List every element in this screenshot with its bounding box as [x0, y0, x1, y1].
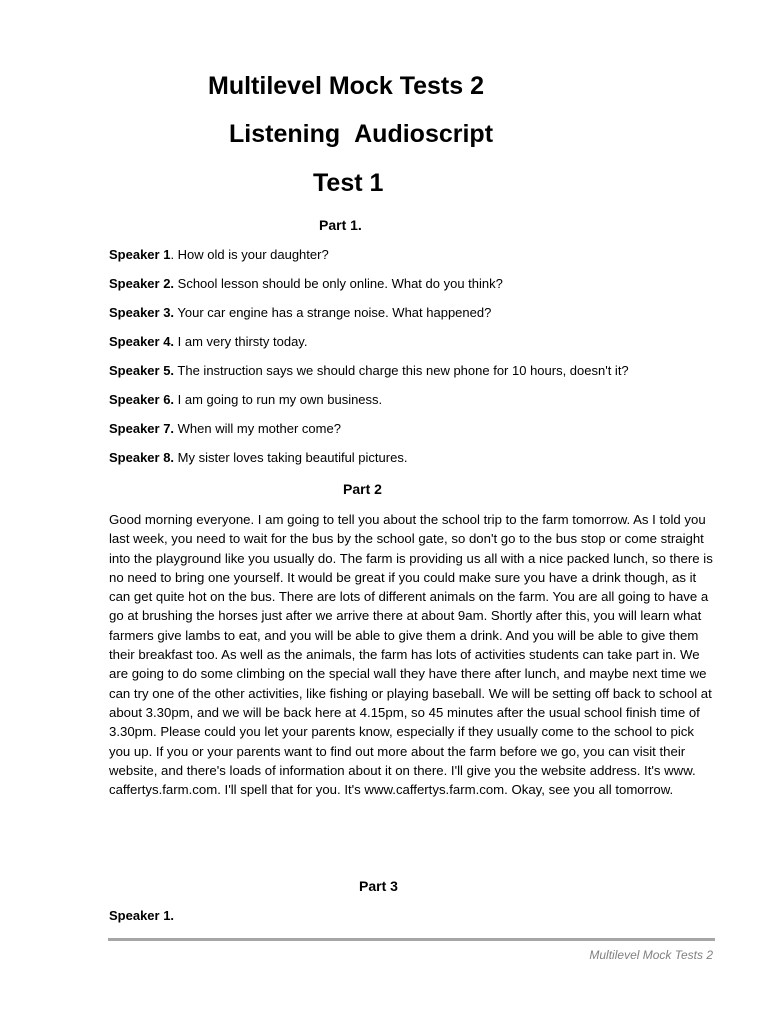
title-mock-tests: Multilevel Mock Tests 2 — [208, 72, 485, 100]
speaker-label: Speaker 1. — [109, 908, 175, 923]
part1-speaker-line — [109, 364, 629, 377]
speaker-label: Speaker 5. — [109, 363, 175, 378]
speaker-label: Speaker 4. — [109, 334, 175, 349]
part1-speaker-line — [109, 277, 503, 290]
part1-speaker-line — [109, 335, 307, 348]
speaker-label: Speaker 1 — [109, 247, 171, 262]
part1-speaker-line — [109, 422, 341, 435]
title-test-number: Test 1 — [313, 169, 384, 197]
speaker-text: School lesson should be only online. What do you think? — [174, 276, 503, 291]
part1-heading: Part 1. — [319, 217, 362, 233]
speaker-text: When will my mother come? — [174, 421, 341, 436]
part1-speaker-line — [109, 393, 382, 406]
part1-speaker-line — [109, 248, 329, 261]
part2-heading: Part 2 — [343, 481, 382, 497]
footer-divider — [108, 938, 715, 941]
footer-text: Multilevel Mock Tests 2 — [589, 948, 713, 962]
speaker-text: The instruction says we should charge this new phone for 10 hours, doesn't it? — [174, 363, 629, 378]
speaker-text: My sister loves taking beautiful pictures. — [174, 450, 408, 465]
part3-heading: Part 3 — [359, 878, 398, 894]
speaker-label: Speaker 6. — [109, 392, 175, 407]
speaker-text: I am very thirsty today. — [174, 334, 308, 349]
speaker-text: Your car engine has a strange noise. What happened? — [174, 305, 492, 320]
speaker-label: Speaker 7. — [109, 421, 175, 436]
speaker-label: Speaker 8. — [109, 450, 175, 465]
speaker-label: Speaker 2. — [109, 276, 175, 291]
part1-speaker-line — [109, 451, 407, 464]
speaker-text: I am going to run my own business. — [174, 392, 383, 407]
speaker-text: . How old is your daughter? — [170, 247, 329, 262]
part2-audioscript-paragraph: Good morning everyone. I am going to tell you about the school trip to the farm tomorrow. As I told you last week, you need to wait for the bus by the school gate, so don't go to the bus stop or come straight into the playground like you usually do. The farm is providing us all with a nice packed lunch, so there is no need to bring one yourself. It would be great if you could make sure you have a drink though, as it can get quite hot on the bus. There are lots of different animals on the farm. You are all going to have a go at brushing the horses just after we arrive there at about 9am. Shortly after this, you will learn what farmers give lambs to eat, and you will be able to give them a drink. And you will be able to give them their breakfast too. As well as the animals, the farm has lots of activities students can take part in. We are going to do some climbing on the special wall they have there after lunch, and maybe next time we can try one of the other activities, like fishing or playing baseball. We will be setting off back to school at about 3.30pm, and we will be back here at 4.15pm, so 45 minutes after the usual school finish time of 3.30pm. Please could you let your parents know, especially if they usually come to the school to pick you up. If you or your parents want to find out more about the farm before we go, you can visit their website, and there's loads of information about it on there. I'll give you the website address. It's www. caffertys.farm.com. I'll spell that for you. It's www.caffertys.farm.com. Okay, see you all tomorrow. — [109, 512, 713, 798]
speaker-label: Speaker 3. — [109, 305, 175, 320]
part3-speaker-line — [109, 909, 174, 922]
part1-speaker-line — [109, 306, 491, 319]
title-listening-audioscript: Listening Audioscript — [229, 120, 494, 148]
